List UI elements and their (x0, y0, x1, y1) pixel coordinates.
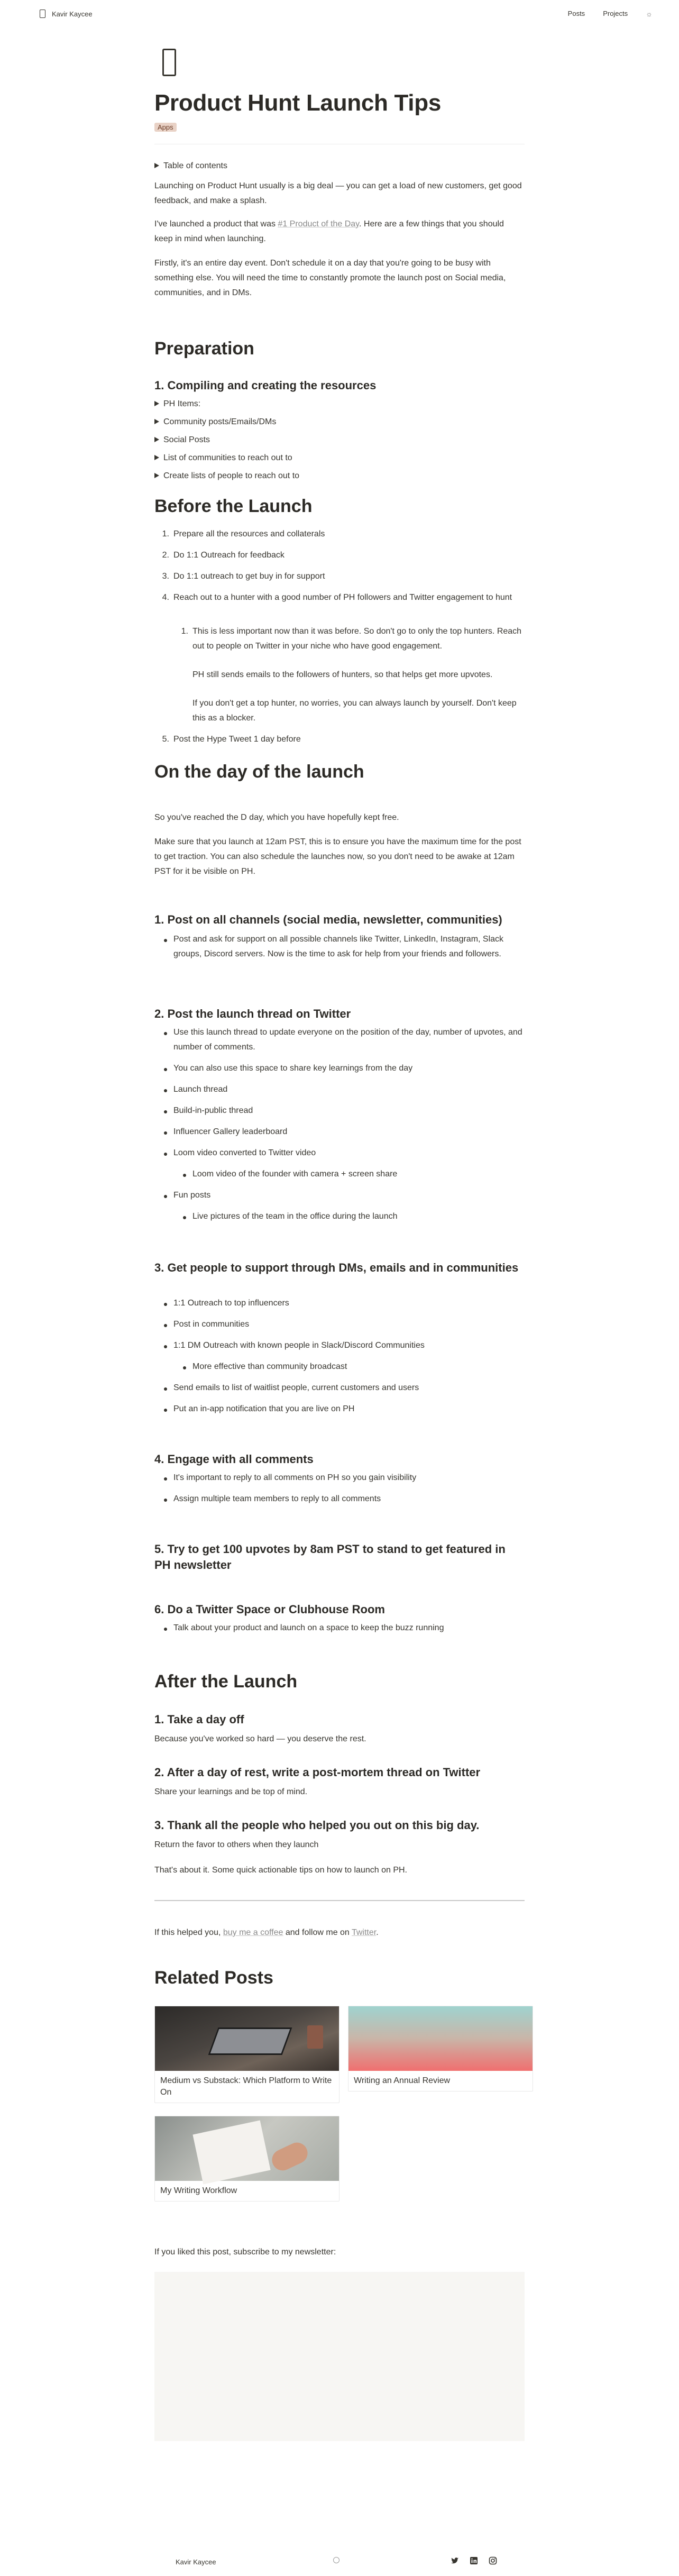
list-item-text: Talk about your product and launch on a space to keep the buzz running (173, 1623, 444, 1632)
bullet (183, 1174, 186, 1177)
list-item-text: Post in communities (173, 1320, 250, 1329)
bullet (183, 1216, 186, 1219)
card-title: My Writing Workflow (160, 2186, 237, 2195)
intro-paragraph (154, 217, 525, 246)
gradient-image (348, 2006, 533, 2071)
bullet (183, 1366, 186, 1369)
list-item-text: This is less important now than it was before. So don't go to only the top hunters. Reach out to people on Twitter in your niche who have good engagement. (192, 627, 522, 651)
bullet (164, 1131, 167, 1135)
buy-coffee-link[interactable]: buy me a coffee (223, 1928, 283, 1937)
subsection-heading: 2. Post the launch thread on Twitter (154, 1007, 351, 1020)
support-paragraph (154, 1925, 525, 1940)
bullet (164, 1499, 167, 1502)
triangle-right-icon (154, 455, 159, 460)
subsection-heading: 1. Compiling and creating the resources (154, 379, 377, 392)
triangle-right-icon (154, 419, 159, 424)
section-heading: On the day of the launch (154, 762, 364, 782)
instagram-icon[interactable] (489, 2556, 497, 2565)
card-title: Writing an Annual Review (354, 2076, 451, 2085)
triangle-right-icon (154, 401, 159, 406)
toc-toggle[interactable] (154, 160, 227, 172)
list-item-text: Post the Hype Tweet 1 day before (173, 735, 301, 744)
subsection-heading: 2. After a day of rest, write a post-mortem thread on Twitter (154, 1766, 481, 1779)
toggle-label: List of communities to reach out to (163, 453, 292, 462)
subsection-heading: 3. Get people to support through DMs, emails and in communities (154, 1261, 519, 1274)
related-heading: Related Posts (154, 1968, 273, 1988)
twitter-icon[interactable] (451, 2556, 459, 2565)
bullet (164, 1628, 167, 1631)
list-item-text: Live pictures of the team in the office during the launch (192, 1212, 398, 1221)
toggle-item[interactable] (154, 398, 200, 410)
bullet (164, 1153, 167, 1156)
brand-name: Kavir Kaycee (52, 10, 93, 18)
bullet (164, 1409, 167, 1412)
toc-label: Table of contents (163, 161, 227, 170)
bullet (164, 1110, 167, 1113)
subsection-heading: 6. Do a Twitter Space or Clubhouse Room (154, 1603, 385, 1616)
list-item-text: 1:1 DM Outreach with known people in Slack/Discord Communities (173, 1341, 425, 1350)
list-item-text: Send emails to list of waitlist people, current customers and users (173, 1383, 419, 1392)
laptop-image (155, 2006, 339, 2071)
product-of-day-link[interactable]: #1 Product of the Day (278, 220, 359, 229)
section-heading: After the Launch (154, 1671, 298, 1692)
sun-icon[interactable] (333, 2557, 340, 2563)
intro-paragraph: Launching on Product Hunt usually is a big deal — you can get a load of new customers, get good feedback, and make a splash. (154, 181, 522, 205)
section-heading: Before the Launch (154, 496, 313, 516)
list-item-text: Loom video of the founder with camera + screen share (192, 1170, 398, 1179)
list-item-text: Put an in-app notification that you are live on PH (173, 1404, 355, 1413)
list-item-text: You can also use this space to share key learnings from the day (173, 1064, 413, 1073)
support-text: and follow me on (283, 1928, 352, 1937)
phone-icon (40, 10, 45, 18)
bullet (164, 1345, 167, 1348)
triangle-right-icon (154, 473, 159, 478)
list-item-text: Post and ask for support on all possible channels like Twitter, LinkedIn, Instagram, Slack groups, Discord servers. Now is the time to ask for help from your friends and followers. (173, 935, 504, 958)
list-item-text: Assign multiple team members to reply to all comments (173, 1494, 381, 1503)
notebook-image (155, 2116, 339, 2181)
intro-text: . Here are a few things that you should keep in mind when launching. (154, 220, 504, 243)
related-card[interactable] (154, 2006, 340, 2103)
bullet (164, 939, 167, 942)
toggle-item[interactable] (154, 470, 299, 482)
paragraph: Return the favor to others when they launch (154, 1840, 319, 1849)
list-item-text: Influencer Gallery leaderboard (173, 1127, 288, 1136)
list-item-text: 1:1 Outreach to top influencers (173, 1299, 289, 1308)
list-item-text: Loom video converted to Twitter video (173, 1148, 316, 1157)
newsletter-prompt: If you liked this post, subscribe to my newsletter: (154, 2248, 336, 2257)
sun-icon[interactable]: ☼ (646, 10, 653, 18)
bullet (164, 1387, 167, 1391)
paragraph: Share your learnings and be top of mind. (154, 1787, 308, 1796)
top-bar (0, 0, 679, 28)
list-item-text: PH still sends emails to the followers of hunters, so that helps get more upvotes. (192, 670, 493, 679)
toggle-label: PH Items: (163, 399, 201, 408)
subsection-heading: 1. Post on all channels (social media, newsletter, communities) (154, 913, 502, 926)
list-item-text: Reach out to a hunter with a good number of PH followers and Twitter engagement to hunt (173, 593, 512, 602)
paragraph: Make sure that you launch at 12am PST, this is to ensure you have the maximum time for the post to get traction. You can also schedule the launches now, so you don't need to be awake at 12am PST for it be visible on PH. (154, 837, 521, 876)
card-title: Medium vs Substack: Which Platform to Write On (160, 2076, 332, 2097)
page-title: Product Hunt Launch Tips (154, 90, 441, 116)
bullet (164, 1303, 167, 1306)
bullet (164, 1068, 167, 1071)
list-item-text: Fun posts (173, 1191, 211, 1200)
related-card[interactable] (348, 2006, 533, 2091)
toggle-item[interactable] (154, 416, 276, 428)
linkedin-icon[interactable] (470, 2556, 478, 2565)
list-item-text: Prepare all the resources and collaterals (173, 529, 325, 538)
brand-link[interactable] (40, 10, 93, 18)
paragraph: Because you've worked so hard — you deserve the rest. (154, 1734, 366, 1743)
support-text: If this helped you, (154, 1928, 223, 1937)
list-item-text: It's important to reply to all comments on PH so you gain visibility (173, 1473, 417, 1482)
subsection-heading: 3. Thank all the people who helped you out on this big day. (154, 1819, 480, 1832)
outro-paragraph: That's about it. Some quick actionable tips on how to launch on PH. (154, 1866, 407, 1875)
list-item-text: Do 1:1 outreach to get buy in for support (173, 572, 325, 581)
footer (0, 2555, 679, 2571)
list-item-text: Build-in-public thread (173, 1106, 253, 1115)
phone-icon (162, 49, 176, 76)
divider (154, 1900, 525, 1901)
newsletter-embed[interactable] (154, 2272, 525, 2441)
bullet (164, 1089, 167, 1092)
twitter-link[interactable]: Twitter (351, 1928, 377, 1937)
nav-posts[interactable]: Posts (567, 10, 585, 17)
toggle-label: Social Posts (163, 435, 210, 444)
list-item-text: Launch thread (173, 1085, 228, 1094)
triangle-right-icon (154, 437, 159, 442)
intro-paragraph: Firstly, it's an entire day event. Don't schedule it on a day that you're going to be busy with something else. You will need the time to constantly promote the launch post on Social media, communities, and in DMs. (154, 259, 506, 297)
list-item-text: More effective than community broadcast (192, 1362, 347, 1371)
nav-projects[interactable]: Projects (603, 10, 628, 17)
footer-author[interactable]: Kavir Kaycee (176, 2558, 216, 2566)
top-nav (568, 10, 653, 18)
subsection-heading: 5. Try to get 100 upvotes by 8am PST to stand to get featured in PH newsletter (154, 1542, 506, 1572)
bullet (164, 1477, 167, 1481)
toggle-item[interactable] (154, 434, 210, 446)
bullet (164, 1032, 167, 1035)
bullet (164, 1195, 167, 1198)
triangle-right-icon (154, 163, 159, 168)
list-item-text: Do 1:1 Outreach for feedback (173, 551, 285, 560)
subsection-heading: 4. Engage with all comments (154, 1453, 314, 1466)
bullet (164, 1324, 167, 1327)
toggle-item[interactable] (154, 452, 292, 464)
paragraph: So you've reached the D day, which you have hopefully kept free. (154, 813, 399, 822)
support-text: . (376, 1928, 379, 1937)
list-item-text: Use this launch thread to update everyone on the position of the day, number of upvotes, and number of comments. (173, 1028, 522, 1052)
category-tag[interactable]: Apps (154, 123, 177, 132)
social-icons (451, 2556, 497, 2565)
intro-text: I've launched a product that was (154, 220, 278, 229)
toggle-label: Create lists of people to reach out to (163, 471, 300, 480)
list-item-text: If you don't get a top hunter, no worries, you can always launch by yourself. Don't keep this as a blocker. (192, 699, 517, 723)
toggle-label: Community posts/Emails/DMs (163, 417, 277, 426)
related-card[interactable] (154, 2116, 340, 2202)
section-heading: Preparation (154, 339, 254, 359)
subsection-heading: 1. Take a day off (154, 1713, 244, 1726)
